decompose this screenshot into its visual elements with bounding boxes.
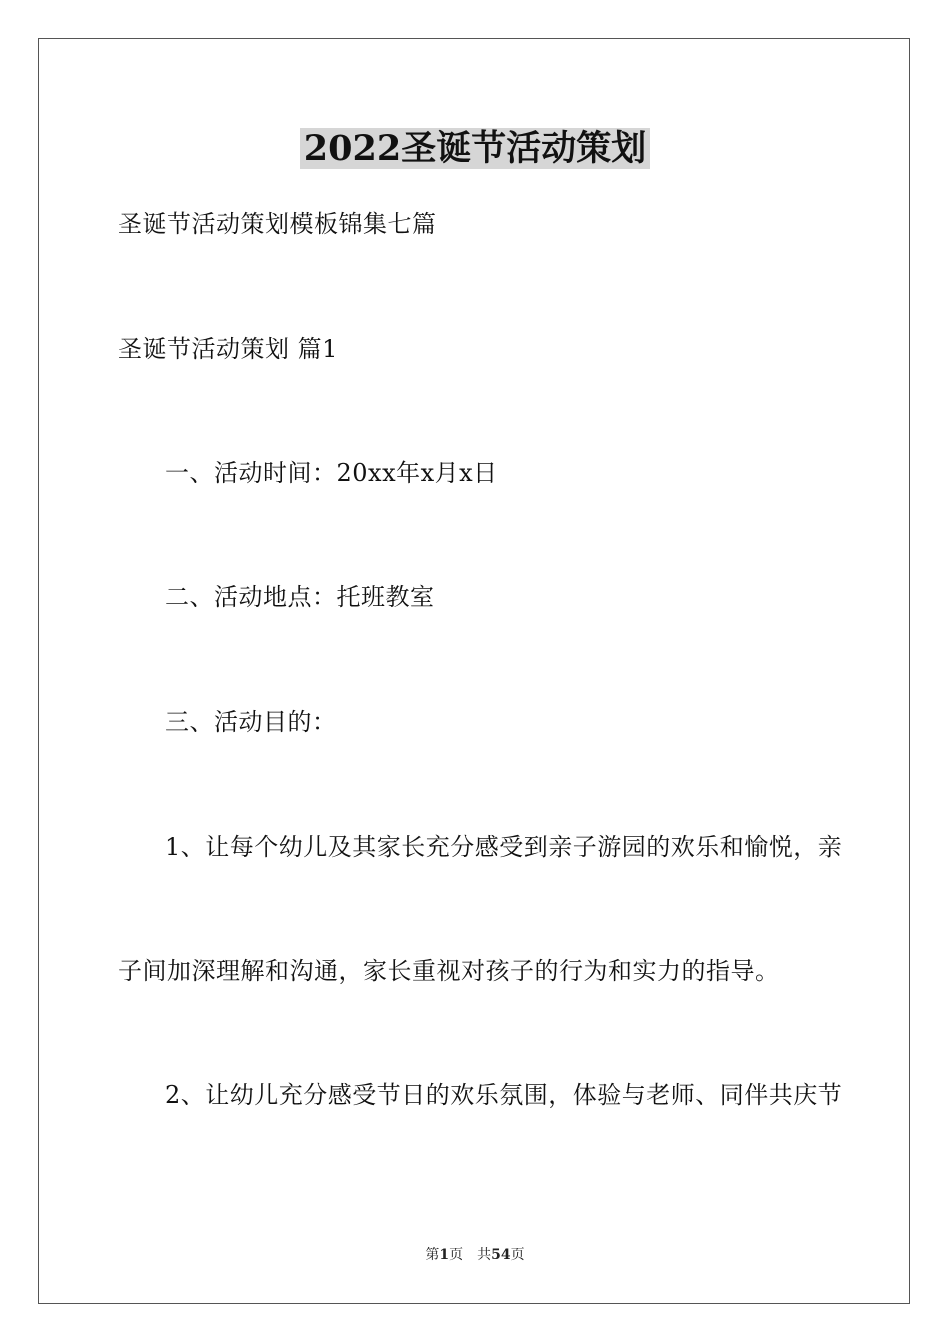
paragraph-subtitle: 圣诞节活动策划模板锦集七篇	[118, 210, 437, 238]
paragraph-purpose-1-line-2: 子间加深理解和沟通，家长重视对孩子的行为和实力的指导。	[118, 957, 780, 985]
paragraph-purpose-1-line-1: 1、让每个幼儿及其家长充分感受到亲子游园的欢乐和愉悦，亲	[165, 833, 843, 861]
document-title	[0, 128, 950, 170]
paragraph-activity-location: 二、活动地点：托班教室	[165, 583, 435, 611]
paragraph-activity-purpose: 三、活动目的：	[165, 708, 337, 736]
page-footer	[0, 1246, 950, 1264]
footer-page-mid: 页 共	[449, 1247, 492, 1263]
paragraph-purpose-2-line-1: 2、让幼儿充分感受节日的欢乐氛围，体验与老师、同伴共庆节	[165, 1081, 843, 1109]
footer-page-prefix: 第	[425, 1247, 440, 1263]
footer-page-suffix: 页	[510, 1247, 525, 1263]
paragraph-activity-time: 一、活动时间：20xx年x月x日	[165, 459, 498, 487]
paragraph-section-heading: 圣诞节活动策划 篇1	[118, 335, 338, 363]
document-title-text: 2022圣诞节活动策划	[300, 128, 650, 169]
footer-total-pages: 54	[491, 1247, 511, 1263]
footer-page-number: 1	[439, 1247, 450, 1263]
